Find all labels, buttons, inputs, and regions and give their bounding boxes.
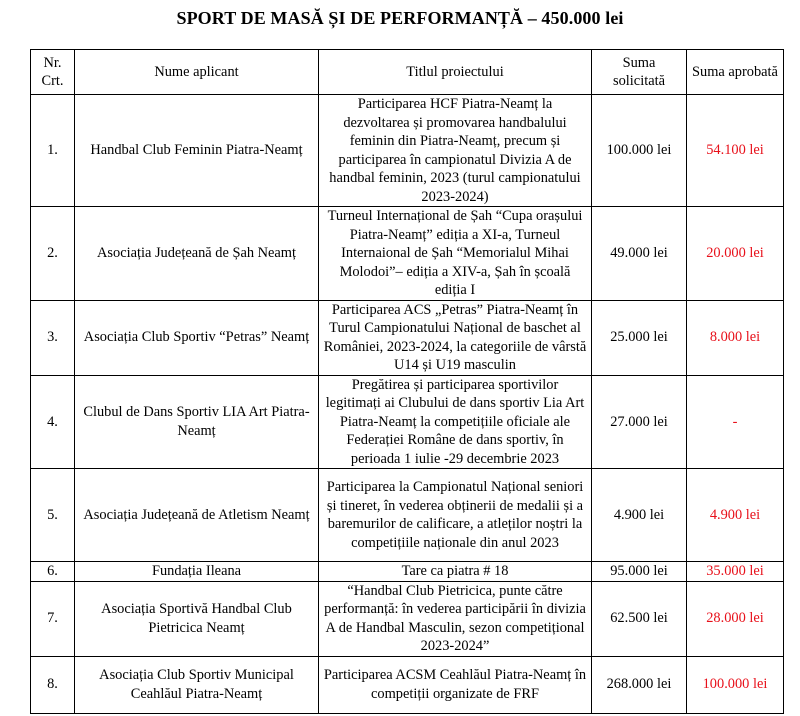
table-row [31,375,784,469]
row-approved: 28.000 lei [687,581,784,656]
table-row [31,656,784,713]
header-project: Titlul proiectului [319,50,592,95]
row-nr: 1. [31,95,75,207]
row-requested: 62.500 lei [592,581,687,656]
row-applicant: Asociația Club Sportiv “Petras” Neamț [75,300,319,375]
row-requested: 4.900 lei [592,469,687,562]
table-row [31,300,784,375]
table-row [31,95,784,207]
table-row [31,207,784,301]
page-title: SPORT DE MASĂ ȘI DE PERFORMANȚĂ – 450.000 lei [176,8,624,28]
row-applicant: Asociația Județeană de Șah Neamț [75,207,319,301]
table-row [31,469,784,562]
row-approved: 20.000 lei [687,207,784,301]
row-applicant: Clubul de Dans Sportiv LIA Art Piatra-Neamț [75,375,319,469]
row-approved: 100.000 lei [687,656,784,713]
row-project: Pregătirea și participarea sportivilor legitimați ai Clubului de dans sportiv Lia Art Piatra-Neamț la competițiile oficiale ale Federației Române de dans sportiv, în perioada 1 iulie -29 decembrie 2023 [319,375,592,469]
row-approved: 54.100 lei [687,95,784,207]
row-nr: 8. [31,656,75,713]
header-nr: Nr. Crt. [31,50,75,95]
row-applicant: Asociația Județeană de Atletism Neamț [75,469,319,562]
row-requested: 25.000 lei [592,300,687,375]
header-approved: Suma aprobată [687,50,784,95]
row-nr: 2. [31,207,75,301]
header-requested: Suma solicitată [592,50,687,95]
row-project: Participarea ACS „Petras” Piatra-Neamț în Turul Campionatului Național de baschet al României, 2023-2024, la categoriile de vârstă U14 și U19 masculin [319,300,592,375]
row-requested: 268.000 lei [592,656,687,713]
row-requested: 100.000 lei [592,95,687,207]
row-approved: 8.000 lei [687,300,784,375]
table-header-row [31,50,784,95]
row-project: Participarea ACSM Ceahlăul Piatra-Neamț în competiții organizate de FRF [319,656,592,713]
row-approved: 4.900 lei [687,469,784,562]
row-nr: 3. [31,300,75,375]
row-nr: 4. [31,375,75,469]
row-project: “Handbal Club Pietricica, punte către performanță: în vederea participării în divizia A de Handbal Masculin, sezon competițional 2023-2024” [319,581,592,656]
row-project: Participarea la Campionatul Național seniori și tineret, în vederea obținerii de medalii și a baremurilor de calificare, a atleților noștri la competițiile naționale din anul 2023 [319,469,592,562]
row-project: Turneul Internațional de Șah “Cupa orașului Piatra-Neamț” ediția a XI-a, Turneul Internaional de Șah “Memorialul Mihai Molodoi”– ediția a XIV-a, Șah în școală ediția I [319,207,592,301]
row-requested: 49.000 lei [592,207,687,301]
row-applicant: Fundația Ileana [75,562,319,582]
row-applicant: Handbal Club Feminin Piatra-Neamț [75,95,319,207]
row-requested: 27.000 lei [592,375,687,469]
row-project: Tare ca piatra # 18 [319,562,592,582]
row-applicant: Asociația Club Sportiv Municipal Ceahlăul Piatra-Neamț [75,656,319,713]
table-row [31,581,784,656]
row-project: Participarea HCF Piatra-Neamț la dezvoltarea și promovarea handbalului feminin din Piatra-Neamț, precum și participarea în campionatul Divizia A de handbal feminin, 2023 (turul campionatului 2023-2024) [319,95,592,207]
table-row [31,562,784,582]
row-nr: 6. [31,562,75,582]
row-nr: 7. [31,581,75,656]
row-applicant: Asociația Sportivă Handbal Club Pietricica Neamț [75,581,319,656]
row-nr: 5. [31,469,75,562]
row-requested: 95.000 lei [592,562,687,582]
grants-table [30,49,784,714]
row-approved: 35.000 lei [687,562,784,582]
row-approved: - [687,375,784,469]
header-applicant: Nume aplicant [75,50,319,95]
